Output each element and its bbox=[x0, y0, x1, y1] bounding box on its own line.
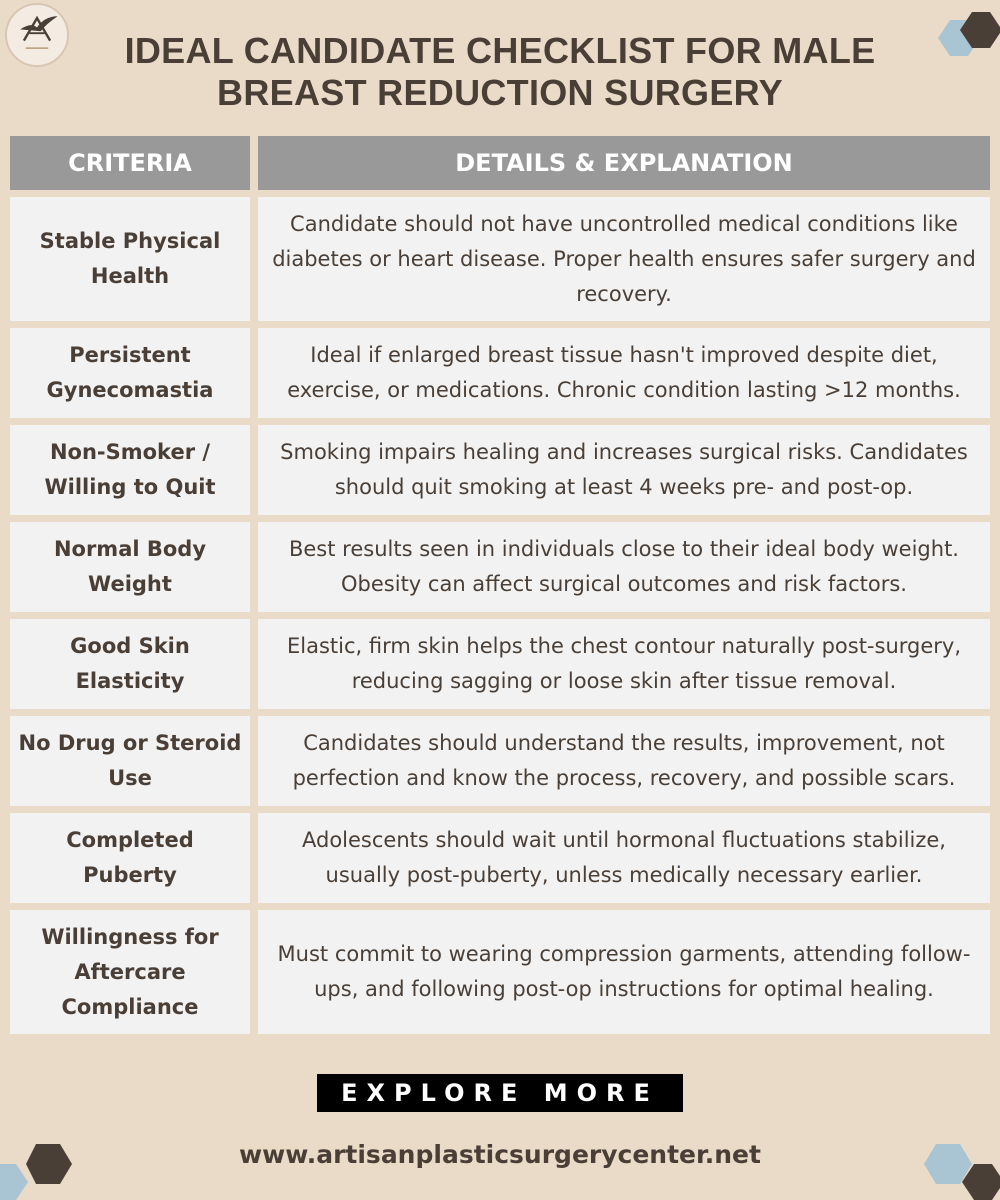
table-row bbox=[10, 425, 990, 515]
table-row bbox=[10, 197, 990, 321]
details-cell: Ideal if enlarged breast tissue hasn't improved despite diet, exercise, or medications. Chronic condition lasting >12 months. bbox=[258, 328, 990, 418]
criteria-cell: Non-Smoker / Willing to Quit bbox=[10, 425, 250, 515]
page-title bbox=[80, 30, 920, 114]
website-link[interactable]: www.artisanplasticsurgerycenter.net bbox=[239, 1140, 761, 1169]
criteria-cell: Persistent Gynecomastia bbox=[10, 328, 250, 418]
criteria-cell: Willingness for Aftercare Compliance bbox=[10, 910, 250, 1034]
criteria-cell: Normal Body Weight bbox=[10, 522, 250, 612]
criteria-cell: Completed Puberty bbox=[10, 813, 250, 903]
table-row bbox=[10, 813, 990, 903]
hexagon-decoration-top-right bbox=[938, 12, 1000, 64]
table-row bbox=[10, 716, 990, 806]
details-cell: Adolescents should wait until hormonal fluctuations stabilize, usually post-puberty, unless medically necessary earlier. bbox=[258, 813, 990, 903]
column-header-details: DETAILS & EXPLANATION bbox=[258, 136, 990, 190]
table-header-row bbox=[10, 136, 990, 190]
page-title-line-2: BREAST REDUCTION SURGERY bbox=[217, 72, 783, 113]
details-cell: Best results seen in individuals close to their ideal body weight. Obesity can affect surgical outcomes and risk factors. bbox=[258, 522, 990, 612]
details-cell: Candidate should not have uncontrolled medical conditions like diabetes or heart disease. Proper health ensures safer surgery and recovery. bbox=[258, 197, 990, 321]
details-cell: Candidates should understand the results, improvement, not perfection and know the process, recovery, and possible scars. bbox=[258, 716, 990, 806]
table-row bbox=[10, 328, 990, 418]
criteria-cell: Stable Physical Health bbox=[10, 197, 250, 321]
details-cell: Must commit to wearing compression garments, attending follow-ups, and following post-op instructions for optimal healing. bbox=[258, 910, 990, 1034]
table-row bbox=[10, 619, 990, 709]
column-header-criteria: CRITERIA bbox=[10, 136, 250, 190]
criteria-table bbox=[10, 136, 990, 1041]
table-row bbox=[10, 910, 990, 1034]
details-cell: Smoking impairs healing and increases surgical risks. Candidates should quit smoking at least 4 weeks pre- and post-op. bbox=[258, 425, 990, 515]
details-cell: Elastic, firm skin helps the chest contour naturally post-surgery, reducing sagging or loose skin after tissue removal. bbox=[258, 619, 990, 709]
page-title-line-1: IDEAL CANDIDATE CHECKLIST FOR MALE bbox=[124, 30, 876, 71]
crane-bird-logo-icon bbox=[5, 3, 69, 67]
criteria-cell: No Drug or Steroid Use bbox=[10, 716, 250, 806]
table-row bbox=[10, 522, 990, 612]
explore-more-button[interactable]: EXPLORE MORE bbox=[317, 1074, 683, 1112]
criteria-cell: Good Skin Elasticity bbox=[10, 619, 250, 709]
